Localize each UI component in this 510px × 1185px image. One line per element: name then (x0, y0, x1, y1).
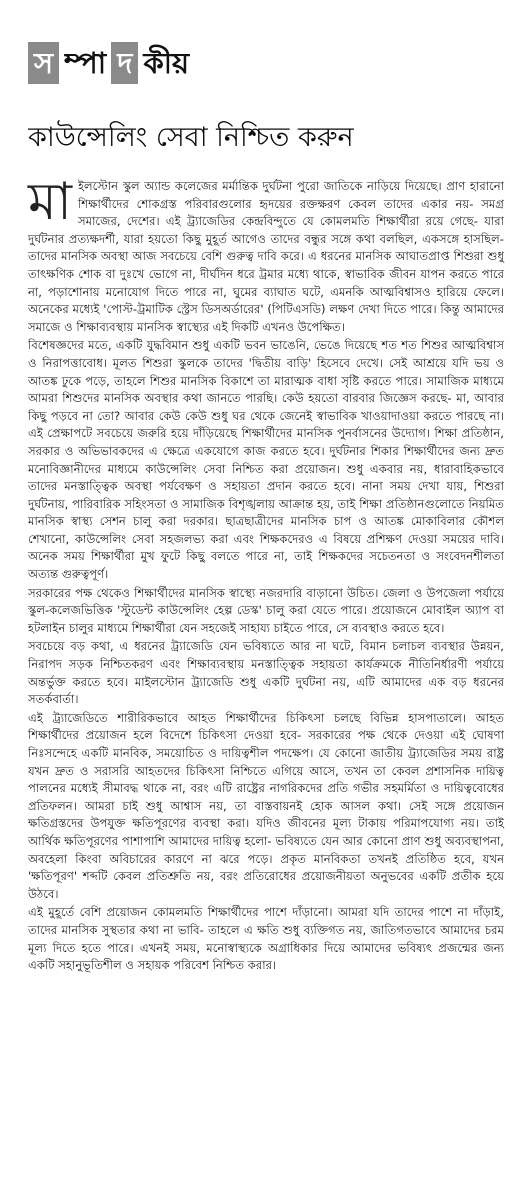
article-paragraph: সবচেয়ে বড় কথা, এ ধরনের ট্র্যাজেডি যেন ভবিষ্যতে আর না ঘটে, বিমান চলাচল ব্যবস্থার উন্নয়ন, নিরাপদ সড়ক নিশ্চিতকরণ এবং শিক্ষাব্যবস্থায় মনস্তাত্ত্বিক সহায়তা কার্যক্রমকে নীতিনির্ধারণী পর্যায়ে অন্তর্ভুক্ত করতে হবে। মাইলস্টোন ট্র্যাজেডি শুধু একটি দুর্ঘটনা নয়, এটি আমাদের এক বড় ধরনের সতর্কবার্তা। (28, 639, 504, 707)
article-paragraph: বিশেষজ্ঞদের মতে, একটি যুদ্ধবিমান শুধু একটি ভবন ভাঙেনি, ভেঙে দিয়েছে শত শত শিশুর আত্মবিশ্বাস ও নিরাপত্তাবোধ। মূলত শিশুরা স্কুলকে তাদের 'দ্বিতীয় বাড়ি' হিসেবে দেখে। সেই আশ্রয়ে যদি ভয় ও আতঙ্ক ঢুকে পড়ে, তাহলে শিশুর মানসিক বিকাশে তা মারাত্মক বাধা সৃষ্টি করতে পারে। সামাজিক মাধ্যমে আমরা শিশুদের মানসিক অবস্থার কথা জানতে পারছি। কেউ হয়তো বারবার জিজ্ঞেস করছে- মা, আবার কিছু পড়বে না তো? আবার কেউ কেউ শুধু ঘর থেকে জেনেই স্বাভাবিক খাওয়াদাওয়া করতে পারছে না। এই প্রেক্ষাপটে সবচেয়ে জরুরি হয়ে দাঁড়িয়েছে শিক্ষার্থীদের মানসিক পুনর্বাসনের উদ্যোগ। শিক্ষা প্রতিষ্ঠান, সরকার ও অভিভাবকদের এ ক্ষেত্রে একযোগে কাজ করতে হবে। দুর্ঘটনার শিকার শিক্ষার্থীদের জন্য দ্রুত মনোবিজ্ঞানীদের মাধ্যমে কাউন্সেলিং সেবা নিশ্চিত করা প্রয়োজন। শুধু একবার নয়, ধারাবাহিকভাবে তাদের মনস্তাত্ত্বিক অবস্থা পর্যবেক্ষণ ও সহায়তা প্রদান করতে হবে। নানা সময় দেখা যায়, শিশুরা দুর্ঘটনায়, পারিবারিক সহিংসতা ও সামাজিক বিশৃঙ্খলায় আক্রান্ত হয়, তাই শিক্ষা প্রতিষ্ঠানগুলোতে নিয়মিত মানসিক স্বাস্থ্য সেশন চালু করা দরকার। ছাত্রছাত্রীদের মানসিক চাপ ও আতঙ্ক মোকাবিলার কৌশল শেখানো, কাউন্সেলিং সেবা সহজলভ্য করা এবং শিক্ষকদেরও এ বিষয়ে প্রশিক্ষণ দেওয়া সময়ের দাবি। অনেক সময় শিক্ষার্থীরা মুখ ফুটে কিছু বলতে পারে না, তাই শিক্ষকদের সচেতনতা ও সংবেদনশীলতা অত্যন্ত গুরুত্বপূর্ণ। (28, 338, 504, 582)
section-masthead (28, 42, 194, 84)
editorial-body (28, 172, 505, 976)
paragraph-text: ইলস্টোন স্কুল অ্যান্ড কলেজের মর্মান্তিক দুর্ঘটনা পুরো জাতিকে নাড়িয়ে দিয়েছে। প্রাণ হারানো শিক্ষার্থীদের শোকগ্রস্ত পরিবারগুলোর হৃদয়ের রক্তক্ষরণ কেবল তাদের একার নয়- সমগ্র সমাজের, দেশের। এই ট্র্যাজেডির কেন্দ্রবিন্দুতে যে কোমলমতি শিক্ষার্থীরা রয়ে গেছে- যারা দুর্ঘটনার প্রত্যক্ষদর্শী, যারা হয়তো কিছু মুহূর্ত আগেও তাদের বন্ধুর সঙ্গে কথা বলছিল, একসঙ্গে হাসছিল- তাদের মানসিক অবস্থা আজ সবচেয়ে বেশি গুরুত্ব দাবি করে। এ ধরনের মানসিক আঘাতপ্রাপ্ত শিশুরা শুধু তাৎক্ষণিক শোক বা দুঃখে ভোগে না, দীর্ঘদিন ধরে ট্রমার মধ্যে থাকে, স্বাভাবিক জীবন যাপন করতে পারে না, পড়াশোনায় মনোযোগ দিতে পারে না, ঘুমের ব্যাঘাত ঘটে, এমনকি আত্মবিশ্বাসও হারিয়ে ফেলে। অনেকের মধ্যেই 'পোস্ট-ট্রমাটিক স্ট্রেস ডিসঅর্ডারের' (পিটিএসডি) লক্ষণ দেখা দিতে পারে। কিন্তু আমাদের সমাজে ও শিক্ষাব্যবস্থায় মানসিক স্বাস্থ্যের এই দিকটি এখনও উপেক্ষিত। (28, 179, 504, 334)
article-paragraph (28, 172, 504, 336)
article-paragraph: এই মুহূর্তে বেশি প্রয়োজন কোমলমতি শিক্ষার্থীদের পাশে দাঁড়ানো। আমরা যদি তাদের পাশে না দাঁড়াই, তাদের মানসিক সুস্থতার কথা না ভাবি- তাহলে এ ক্ষতি শুধু ব্যক্তিগত নয়, জাতিগতভাবে আমাদের চরম মূল্য দিতে হতে পারে। এখনই সময়, মনোস্বাস্থ্যকে অগ্রাধিকার দিয়ে আমাদের ভবিষ্যৎ প্রজন্মের জন্য একটি সহানুভূতিশীল ও সহায়ক পরিবেশ নিশ্চিত করার। (28, 905, 504, 973)
editorial-headline: কাউন্সেলিং সেবা নিশ্চিত করুন (28, 122, 354, 153)
masthead-boxed-letter: স (28, 42, 59, 84)
drop-cap: মা (28, 172, 72, 232)
masthead-text: ম্পা (64, 46, 107, 80)
masthead-boxed-letter: দ (111, 42, 138, 84)
masthead-text: কীয় (143, 46, 190, 80)
article-paragraph: সরকারের পক্ষ থেকেও শিক্ষার্থীদের মানসিক স্বাস্থ্যে নজরদারি বাড়ানো উচিত। জেলা ও উপজেলা পর্যায়ে স্কুল-কলেজভিত্তিক 'স্টুডেন্ট কাউন্সেলিং হেল্প ডেস্ক' চালু করা যেতে পারে। প্রয়োজনে মোবাইল অ্যাপ বা হটলাইন চালুর মাধ্যমে শিক্ষার্থীরা যেন সহজেই সাহায্য চাইতে পারে, সে ব্যবস্থাও করতে হবে। (28, 585, 504, 635)
article-paragraph: এই ট্র্যাজেডিতে শারীরিকভাবে আহত শিক্ষার্থীদের চিকিৎসা চলছে বিভিন্ন হাসপাতালে। আহত শিক্ষার্থীদের প্রয়োজন হলে বিদেশে চিকিৎসা দেওয়া হবে- সরকারের পক্ষ থেকে দেওয়া এই ঘোষণা নিঃসন্দেহে একটি মানবিক, সময়োচিত ও দায়িত্বশীল পদক্ষেপ। যে কোনো জাতীয় ট্র্যাজেডির সময় রাষ্ট্র যখন দ্রুত ও সরাসরি আহতদের চিকিৎসা নিশ্চিতে এগিয়ে আসে, তখন তা কেবল প্রশাসনিক দায়িত্ব পালনের মধ্যেই সীমাবদ্ধ থাকে না, বরং এটি রাষ্ট্রের নাগরিকদের প্রতি গভীর সহমর্মিতা ও দায়িত্ববোধের প্রতিফলন। আমরা চাই শুধু আশ্বাস নয়, তা বাস্তবায়নই হোক আসল কথা। সেই সঙ্গে প্রয়োজন ক্ষতিগ্রস্তদের উপযুক্ত ক্ষতিপূরণের ব্যবস্থা করা। যদিও জীবনের মূল্য টাকায় পরিমাপযোগ্য নয়। তাই আর্থিক ক্ষতিপূরণের পাশাপাশি আমাদের দায়িত্ব হলো- ভবিষ্যতে যেন আর কোনো প্রাণ শুধু অব্যবস্থাপনা, অবহেলা কিংবা অবিচারের কারণে না ঝরে পড়ে। প্রকৃত মানবিকতা তখনই প্রতিষ্ঠিত হবে, যখন 'ক্ষতিপূরণ' শব্দটি কেবল প্রতিশ্রুতি নয়, বরং প্রতিরোধের প্রয়োজনীয়তা অনুভবের একটি প্রতীক হয়ে উঠবে। (28, 710, 505, 901)
